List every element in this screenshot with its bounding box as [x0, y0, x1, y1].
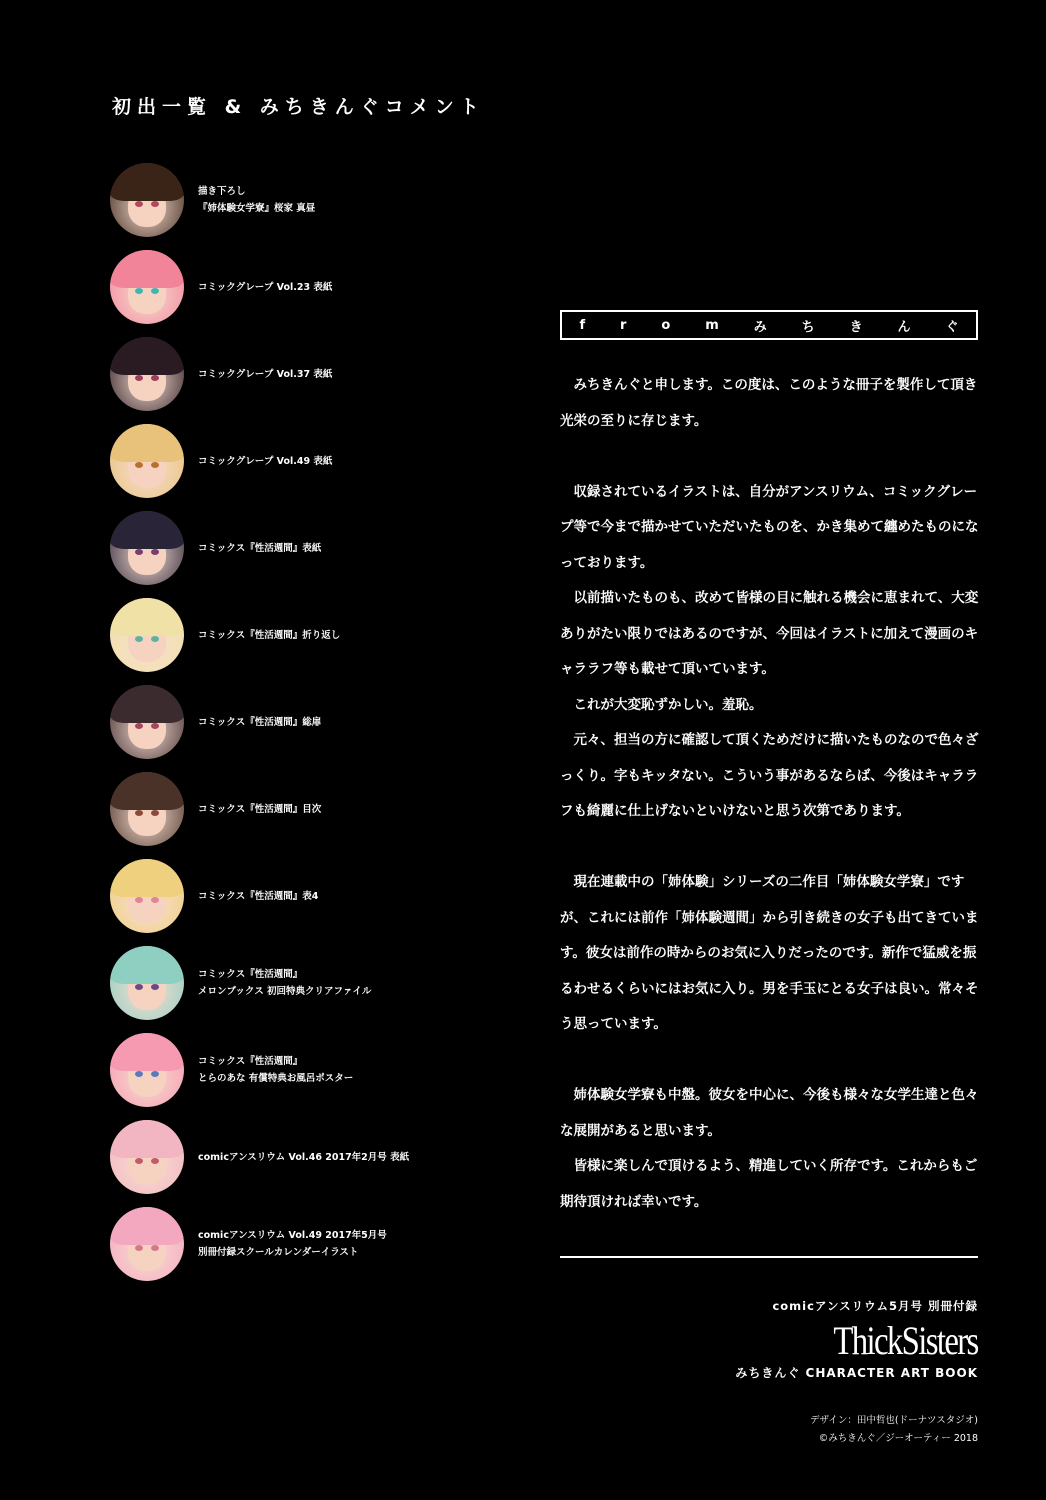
character-thumbnail — [110, 598, 184, 672]
heading-char: ち — [801, 319, 815, 335]
thumbnail-eye — [135, 462, 143, 468]
toc-item — [110, 685, 490, 772]
comment-paragraph: 現在連載中の「姉体験」シリーズの二作目「姉体験女学寮」ですが、これには前作「姉体験週間」から引き続きの女子も出てきています。彼女は前作の時からのお気に入りだったのです。新作で猛威を振るわせるくらいにはお気に入り。男を手玉にとる女子は良い。常々そう思っています。 — [560, 874, 979, 1032]
toc-item — [110, 163, 490, 250]
thumbnail-hair — [110, 946, 184, 984]
toc-item — [110, 859, 490, 946]
thumbnail-eye — [135, 1158, 143, 1164]
heading-char: o — [661, 317, 671, 333]
toc-item — [110, 424, 490, 511]
thumbnail-eye — [151, 1071, 159, 1077]
page-title: 初出一覧 & みちきんぐコメント — [112, 96, 485, 118]
paragraph-gap — [560, 830, 980, 866]
toc-item — [110, 1207, 490, 1294]
thumbnail-eye — [151, 723, 159, 729]
toc-caption-line: とらのあな 有償特典お風呂ポスター — [198, 1073, 354, 1084]
toc-caption — [198, 250, 332, 324]
comment-paragraph: これが大変恥ずかしい。羞恥。 — [560, 696, 763, 713]
toc-caption-line: コミックス『性活週間』表紙 — [198, 542, 322, 554]
toc-caption-line: comicアンスリウム Vol.46 2017年2月号 表紙 — [198, 1151, 410, 1163]
heading-char: ぐ — [945, 319, 959, 335]
toc-caption-line: コミックス『性活週間』表4 — [198, 890, 319, 902]
thumbnail-hair — [110, 1207, 184, 1245]
thumbnail-hair — [110, 163, 184, 201]
thumbnail-hair — [110, 337, 184, 375]
thumbnail-hair — [110, 685, 184, 723]
author-comment — [560, 368, 980, 1220]
toc-caption-line: comicアンスリウム Vol.49 2017年5月号 — [198, 1230, 387, 1241]
toc-caption-line: コミックス『性活週間』目次 — [198, 803, 322, 815]
book-subtitle: みちきんぐ CHARACTER ART BOOK — [735, 1366, 978, 1380]
thumbnail-hair — [110, 250, 184, 288]
character-thumbnail — [110, 685, 184, 759]
first-appearance-list — [110, 163, 490, 1294]
toc-caption-line: 別冊付録スクールカレンダーイラスト — [198, 1247, 359, 1258]
paragraph-gap — [560, 439, 980, 475]
thumbnail-eye — [151, 549, 159, 555]
toc-caption — [198, 859, 318, 933]
thumbnail-hair — [110, 772, 184, 810]
thumbnail-eye — [135, 288, 143, 294]
thumbnail-hair — [110, 511, 184, 549]
thumbnail-eye — [135, 723, 143, 729]
toc-caption-line: 『姉体験女学寮』桜家 真昼 — [198, 203, 316, 214]
heading-char: ん — [897, 319, 911, 335]
comment-paragraph: 元々、担当の方に確認して頂くためだけに描いたものなので色々ざっくり。字もキッタない。こういう事があるならば、今後はキャララフも綺麗に仕上げないといけないと思う次第であります。 — [560, 732, 979, 819]
character-thumbnail — [110, 250, 184, 324]
character-thumbnail — [110, 1120, 184, 1194]
toc-caption — [198, 511, 321, 585]
thumbnail-eye — [135, 984, 143, 990]
toc-caption — [198, 946, 371, 1020]
heading-char: m — [705, 317, 719, 333]
book-logo: ThickSisters — [833, 1318, 978, 1363]
divider-rule — [560, 1256, 978, 1258]
thumbnail-eye — [151, 984, 159, 990]
toc-item — [110, 511, 490, 598]
heading-char: r — [620, 317, 627, 333]
thumbnail-eye — [151, 636, 159, 642]
character-thumbnail — [110, 511, 184, 585]
comment-paragraph: みちきんぐと申します。この度は、このような冊子を製作して頂き光栄の至りに存じます。 — [560, 377, 978, 429]
toc-caption — [198, 1120, 409, 1194]
thumbnail-eye — [135, 1245, 143, 1251]
credits — [810, 1412, 978, 1448]
thumbnail-eye — [151, 1245, 159, 1251]
toc-caption-line: コミックグレープ Vol.49 表紙 — [198, 455, 333, 467]
character-thumbnail — [110, 859, 184, 933]
toc-caption-line: メロンブックス 初回特典クリアファイル — [198, 986, 372, 997]
toc-caption-line: コミックグレープ Vol.37 表紙 — [198, 368, 333, 380]
imprint — [735, 1298, 978, 1381]
toc-caption — [198, 685, 321, 759]
toc-item — [110, 250, 490, 337]
thumbnail-eye — [151, 288, 159, 294]
toc-caption-line: コミックス『性活週間』 — [198, 969, 303, 980]
character-thumbnail — [110, 1033, 184, 1107]
character-thumbnail — [110, 1207, 184, 1281]
comment-paragraph: 皆様に楽しんで頂けるよう、精進していく所存です。これからもご期待頂ければ幸いです。 — [560, 1158, 978, 1210]
character-thumbnail — [110, 163, 184, 237]
comment-paragraph: 以前描いたものも、改めて皆様の目に触れる機会に恵まれて、大変ありがたい限りではあるのですが、今回はイラストに加えて漫画のキャララフ等も載せて頂いています。 — [560, 590, 979, 677]
toc-caption-line: 描き下ろし — [198, 186, 246, 197]
design-credit: デザイン：田中哲也(ドーナツスタジオ) — [810, 1415, 978, 1426]
toc-item — [110, 1033, 490, 1120]
thumbnail-eye — [135, 897, 143, 903]
character-thumbnail — [110, 424, 184, 498]
thumbnail-hair — [110, 598, 184, 636]
toc-caption — [198, 424, 332, 498]
thumbnail-hair — [110, 1033, 184, 1071]
from-michiking-heading — [560, 310, 978, 340]
thumbnail-eye — [151, 897, 159, 903]
thumbnail-eye — [135, 375, 143, 381]
thumbnail-eye — [135, 549, 143, 555]
toc-caption-line: コミックグレープ Vol.23 表紙 — [198, 281, 333, 293]
supplement-label: comicアンスリウム5月号 別冊付録 — [772, 1299, 978, 1313]
thumbnail-eye — [135, 201, 143, 207]
toc-caption-line: コミックス『性活週間』総扉 — [198, 716, 322, 728]
heading-char: み — [753, 319, 767, 335]
thumbnail-hair — [110, 424, 184, 462]
thumbnail-eye — [151, 201, 159, 207]
toc-caption — [198, 1207, 387, 1281]
toc-caption-line: コミックス『性活週間』折り返し — [198, 629, 341, 641]
toc-item — [110, 946, 490, 1033]
toc-item — [110, 337, 490, 424]
thumbnail-eye — [151, 810, 159, 816]
character-thumbnail — [110, 337, 184, 411]
toc-item — [110, 598, 490, 685]
comment-paragraph: 姉体験女学寮も中盤。彼女を中心に、今後も様々な女学生達と色々な展開があると思います。 — [560, 1087, 979, 1139]
thumbnail-eye — [135, 1071, 143, 1077]
toc-caption — [198, 163, 315, 237]
toc-caption — [198, 772, 321, 846]
thumbnail-eye — [151, 1158, 159, 1164]
heading-char: f — [579, 317, 586, 333]
toc-caption-line: コミックス『性活週間』 — [198, 1056, 303, 1067]
copyright-credit: ©みちきんぐ／ジーオーティー 2018 — [818, 1433, 978, 1444]
thumbnail-eye — [135, 810, 143, 816]
character-thumbnail — [110, 946, 184, 1020]
thumbnail-eye — [151, 462, 159, 468]
character-thumbnail — [110, 772, 184, 846]
comment-paragraph: 収録されているイラストは、自分がアンスリウム、コミックグレープ等で今まで描かせていただいたものを、かき集めて纏めたものになっております。 — [560, 483, 979, 571]
thumbnail-eye — [151, 375, 159, 381]
thumbnail-eye — [135, 636, 143, 642]
toc-caption — [198, 337, 332, 411]
toc-caption — [198, 1033, 353, 1107]
toc-caption — [198, 598, 340, 672]
toc-item — [110, 772, 490, 859]
toc-item — [110, 1120, 490, 1207]
heading-char: き — [849, 319, 863, 335]
thumbnail-hair — [110, 859, 184, 897]
thumbnail-hair — [110, 1120, 184, 1158]
paragraph-gap — [560, 1043, 980, 1079]
